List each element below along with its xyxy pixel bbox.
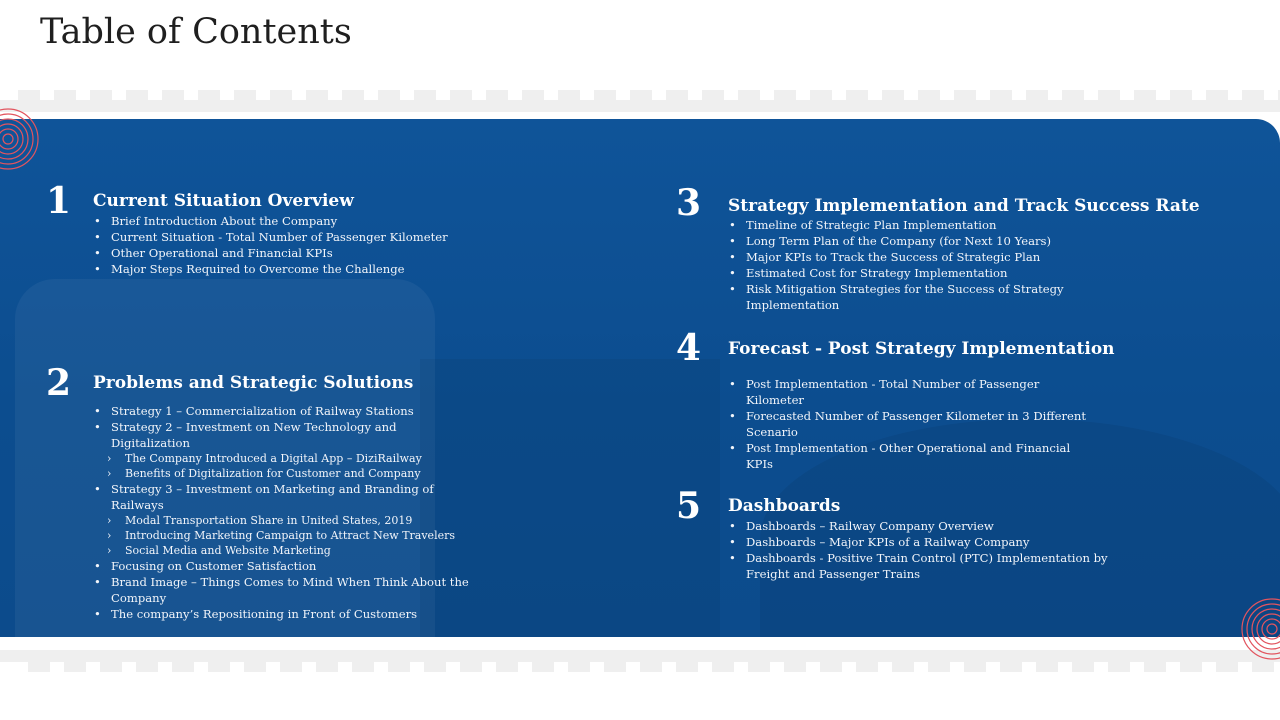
- stripe-tick: [136, 662, 158, 672]
- stripe-tick: [568, 662, 590, 672]
- stripe-tick: [532, 662, 554, 672]
- decorative-stripe-top: [0, 90, 1280, 118]
- stripe-tick: [928, 662, 950, 672]
- stripe-tick: [100, 662, 122, 672]
- stripe-tick: [964, 662, 986, 672]
- list-item: • Risk Mitigation Strategies for the Success of Strategy Implementation: [728, 281, 1158, 313]
- stripe-tick: [1206, 90, 1228, 100]
- stripe-tick: [486, 90, 508, 100]
- stripe-tick: [28, 662, 50, 672]
- stripe-tick: [450, 90, 472, 100]
- stripe-tick: [1072, 662, 1094, 672]
- stripe-tick: [676, 662, 698, 672]
- list-item: • Strategy 2 – Investment on New Technology and Digitalization: [93, 419, 478, 451]
- list-item: • Strategy 1 – Commercialization of Railway Stations: [93, 403, 478, 419]
- list-item: • Long Term Plan of the Company (for Next 10 Years): [728, 233, 1158, 249]
- stripe-tick: [244, 662, 266, 672]
- section-heading: Current Situation Overview: [93, 191, 354, 211]
- list-item: • Estimated Cost for Strategy Implementation: [728, 265, 1158, 281]
- stripe-tick: [460, 662, 482, 672]
- stripe-tick: [1242, 90, 1264, 100]
- stripe-tick: [1252, 662, 1274, 672]
- section-number: 3: [676, 182, 702, 224]
- list-item: • Brand Image – Things Comes to Mind When Think About the Company: [93, 574, 478, 606]
- list-item: • Forecasted Number of Passenger Kilometer in 3 Different Scenario: [728, 408, 1098, 440]
- stripe-tick: [820, 662, 842, 672]
- stripe-tick: [774, 90, 796, 100]
- page-title: Table of Contents: [40, 12, 352, 52]
- section-item-list: [728, 376, 1098, 472]
- list-item: • Major KPIs to Track the Success of Strategic Plan: [728, 249, 1158, 265]
- stripe-tick: [342, 90, 364, 100]
- stripe-tick: [198, 90, 220, 100]
- list-item: • Strategy 3 – Investment on Marketing and Branding of Railways: [93, 481, 478, 513]
- stripe-tick: [414, 90, 436, 100]
- list-item: • Dashboards - Positive Train Control (PTC) Implementation by Freight and Passenger Trains: [728, 550, 1113, 582]
- list-item: • Brief Introduction About the Company: [93, 213, 473, 229]
- stripe-tick: [1098, 90, 1120, 100]
- stripe-tick: [1170, 90, 1192, 100]
- list-item: • Focusing on Customer Satisfaction: [93, 558, 478, 574]
- stripe-tick: [522, 90, 544, 100]
- stripe-tick: [1180, 662, 1202, 672]
- stripe-tick: [604, 662, 626, 672]
- section-number: 5: [676, 485, 702, 527]
- stripe-tick: [172, 662, 194, 672]
- stripe-tick: [990, 90, 1012, 100]
- stripe-tick: [810, 90, 832, 100]
- stripe-tick: [162, 90, 184, 100]
- stripe-tick: [1026, 90, 1048, 100]
- decorative-stripe-bottom: [0, 644, 1280, 672]
- stripe-tick: [234, 90, 256, 100]
- stripe-tick: [1216, 662, 1238, 672]
- stripe-tick: [1062, 90, 1084, 100]
- stripe-tick: [856, 662, 878, 672]
- section-heading: Forecast - Post Strategy Implementation: [728, 339, 1115, 359]
- stripe-tick: [1134, 90, 1156, 100]
- section-item-list: [728, 217, 1158, 313]
- stripe-tick: [270, 90, 292, 100]
- stripe-tick: [316, 662, 338, 672]
- list-item: • Major Steps Required to Overcome the Challenge: [93, 261, 473, 277]
- stripe-tick: [630, 90, 652, 100]
- stripe-tick: [352, 662, 374, 672]
- list-item: • Dashboards – Railway Company Overview: [728, 518, 1113, 534]
- stripe-tick: [1036, 662, 1058, 672]
- stripe-tick: [892, 662, 914, 672]
- stripe-tick: [280, 662, 302, 672]
- section-heading: Dashboards: [728, 496, 841, 516]
- stripe-tick: [954, 90, 976, 100]
- stripe-tick: [846, 90, 868, 100]
- section-heading: Problems and Strategic Solutions: [93, 373, 414, 393]
- sub-list-item: › Modal Transportation Share in United States, 2019: [93, 513, 478, 528]
- stripe-tick: [388, 662, 410, 672]
- list-item: • The company’s Repositioning in Front of Customers: [93, 606, 478, 622]
- stripe-tick: [558, 90, 580, 100]
- list-item: • Post Implementation - Total Number of Passenger Kilometer: [728, 376, 1098, 408]
- sub-list-item: › Social Media and Website Marketing: [93, 543, 478, 558]
- section-item-list: [93, 403, 478, 622]
- stripe-tick: [702, 90, 724, 100]
- stripe-tick: [594, 90, 616, 100]
- list-item: • Timeline of Strategic Plan Implementation: [728, 217, 1158, 233]
- stripe-tick: [18, 90, 40, 100]
- stripe-tick: [640, 662, 662, 672]
- list-item: • Current Situation - Total Number of Passenger Kilometer: [93, 229, 473, 245]
- stripe-tick: [54, 90, 76, 100]
- stripe-tick: [64, 662, 86, 672]
- sub-list-item: › The Company Introduced a Digital App – DiziRailway: [93, 451, 478, 466]
- section-item-list: [728, 518, 1113, 582]
- stripe-tick: [126, 90, 148, 100]
- section-item-list: [93, 213, 473, 277]
- list-item: • Post Implementation - Other Operational and Financial KPIs: [728, 440, 1098, 472]
- section-heading: Strategy Implementation and Track Success Rate: [728, 196, 1200, 216]
- stripe-tick: [784, 662, 806, 672]
- stripe-tick: [738, 90, 760, 100]
- stripe-tick: [90, 90, 112, 100]
- list-item: • Other Operational and Financial KPIs: [93, 245, 473, 261]
- section-number: 4: [676, 327, 702, 369]
- stripe-tick: [1108, 662, 1130, 672]
- section-number: 2: [46, 362, 72, 404]
- stripe-tick: [1000, 662, 1022, 672]
- stripe-tick: [712, 662, 734, 672]
- stripe-tick: [748, 662, 770, 672]
- list-item: • Dashboards – Major KPIs of a Railway Company: [728, 534, 1113, 550]
- stripe-tick: [1144, 662, 1166, 672]
- stripe-tick: [208, 662, 230, 672]
- stripe-tick: [378, 90, 400, 100]
- stripe-tick: [918, 90, 940, 100]
- stripe-tick: [424, 662, 446, 672]
- stripe-tick: [496, 662, 518, 672]
- sub-list-item: › Benefits of Digitalization for Customer and Company: [93, 466, 478, 481]
- stripe-tick: [306, 90, 328, 100]
- sub-list-item: › Introducing Marketing Campaign to Attract New Travelers: [93, 528, 478, 543]
- section-number: 1: [46, 180, 72, 222]
- stripe-tick: [666, 90, 688, 100]
- stripe-tick: [882, 90, 904, 100]
